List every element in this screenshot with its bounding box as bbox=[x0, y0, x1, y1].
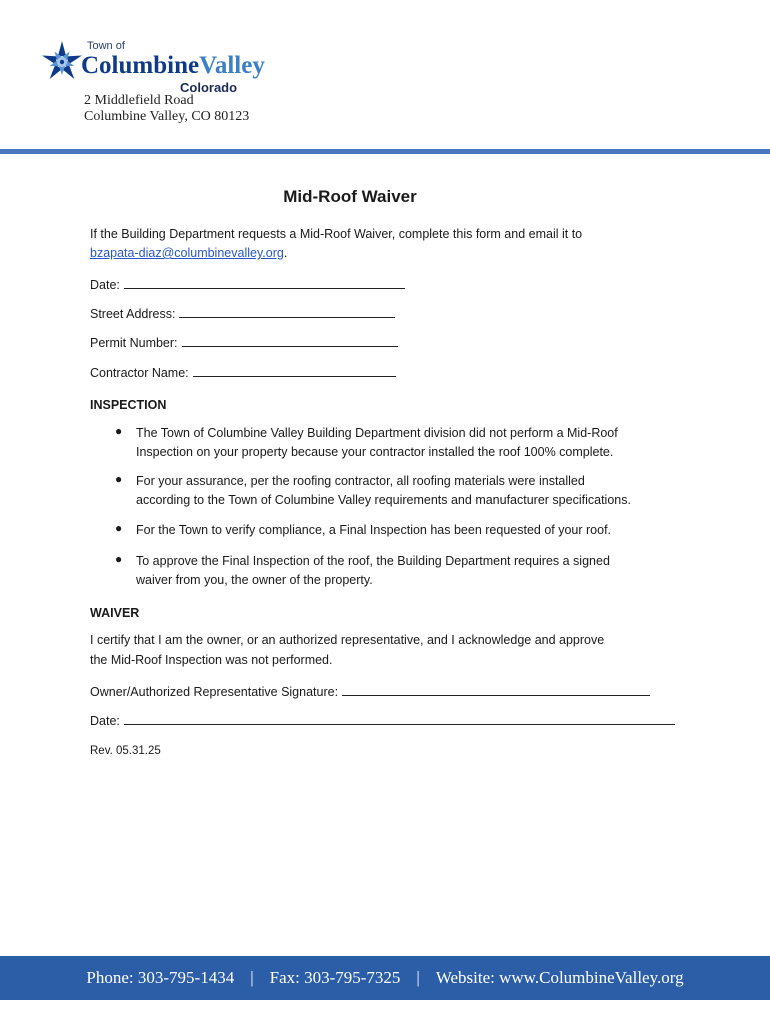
email-link[interactable]: bzapata-diaz@columbinevalley.org bbox=[90, 246, 284, 260]
address-line2: Columbine Valley, CO 80123 bbox=[84, 109, 250, 124]
intro-email-suffix: . bbox=[283, 246, 288, 260]
bullet-icon: ● bbox=[115, 472, 123, 486]
list-item-text: To approve the Final Inspection of the roof, the Building Department requires a signed waiver from you, the owner of the property. bbox=[136, 554, 610, 587]
form-title: Mid-Roof Waiver bbox=[283, 187, 417, 206]
permit-number-field bbox=[90, 334, 398, 350]
logo-town-of: Town of bbox=[87, 40, 125, 52]
signature-label: Owner/Authorized Representative Signature: bbox=[90, 685, 339, 699]
waiver-text-line2: the Mid-Roof Inspection was not performed. bbox=[90, 653, 333, 667]
logo-town-name bbox=[81, 52, 265, 80]
contractor-name-input-line[interactable] bbox=[193, 364, 396, 377]
header-rule bbox=[0, 149, 770, 154]
footer-fax: Fax: 303-795-7325 bbox=[269, 968, 401, 987]
contractor-name-label: Contractor Name: bbox=[90, 366, 189, 380]
waiver-text-line1: I certify that I am the owner, or an authorized representative, and I acknowledge and approve bbox=[90, 633, 605, 647]
date2-field bbox=[90, 712, 675, 728]
street-address-label: Street Address: bbox=[90, 307, 176, 321]
footer-separator: | bbox=[250, 968, 254, 987]
intro-text: If the Building Department requests a Mid-Roof Waiver, complete this form and email it to bbox=[90, 227, 583, 241]
revision-label: Rev. 05.31.25 bbox=[90, 745, 161, 757]
street-address-input-line[interactable] bbox=[179, 305, 395, 318]
date2-label: Date: bbox=[90, 714, 120, 728]
date-input-line[interactable] bbox=[124, 276, 405, 289]
logo-name-part1: Columbine bbox=[81, 52, 200, 79]
intro-email-line bbox=[90, 244, 287, 263]
permit-number-label: Permit Number: bbox=[90, 336, 178, 350]
list-item-text: For the Town to verify compliance, a Final Inspection has been requested of your roof. bbox=[136, 523, 612, 537]
bullet-icon: ● bbox=[115, 424, 123, 438]
signature-field bbox=[90, 683, 650, 699]
permit-number-input-line[interactable] bbox=[182, 334, 398, 347]
letterhead bbox=[40, 36, 440, 131]
footer-bar bbox=[0, 956, 770, 1000]
address-line1: 2 Middlefield Road bbox=[84, 93, 194, 108]
contractor-name-field bbox=[90, 364, 396, 380]
date-label: Date: bbox=[90, 278, 120, 292]
columbine-flower-icon bbox=[40, 40, 84, 84]
signature-input-line[interactable] bbox=[342, 683, 650, 696]
inspection-heading: INSPECTION bbox=[90, 398, 167, 412]
logo-name-part2: Valley bbox=[199, 52, 265, 79]
list-item-text: The Town of Columbine Valley Building Department division did not perform a Mid-Roof Inspection on your property because your contractor installed the roof 100% complete. bbox=[136, 426, 618, 459]
bullet-icon: ● bbox=[115, 521, 123, 535]
footer-website: Website: www.ColumbineValley.org bbox=[435, 968, 684, 987]
street-address-field bbox=[90, 305, 395, 321]
waiver-heading: WAIVER bbox=[90, 606, 140, 620]
list-item-text: For your assurance, per the roofing contractor, all roofing materials were installed according to the Town of Columbine Valley requirements and manufacturer specifications. bbox=[136, 474, 631, 507]
footer-separator: | bbox=[416, 968, 420, 987]
logo-state: Colorado bbox=[180, 80, 238, 95]
date2-input-line[interactable] bbox=[124, 712, 675, 725]
date-field bbox=[90, 276, 405, 292]
footer-phone: Phone: 303-795-1434 bbox=[86, 968, 235, 987]
bullet-icon: ● bbox=[115, 552, 123, 566]
